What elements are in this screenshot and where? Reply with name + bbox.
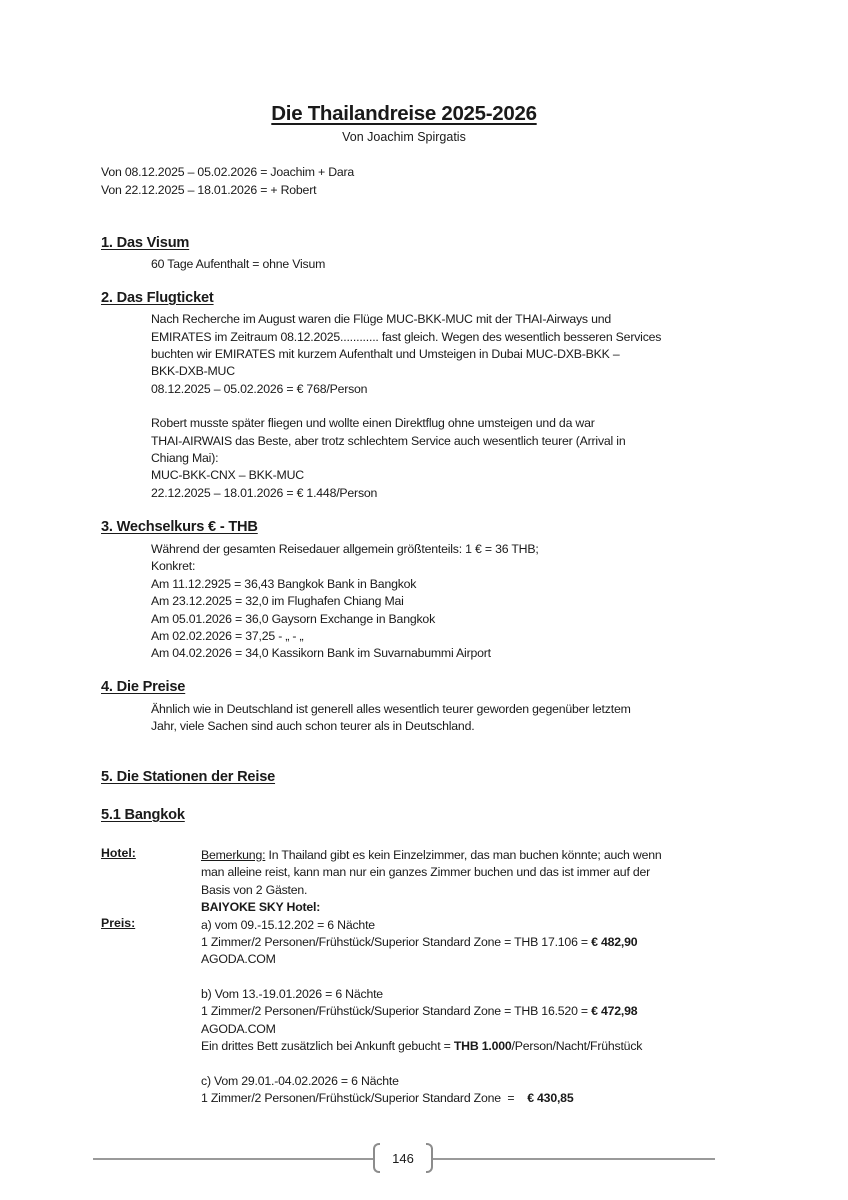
extra-bed-unit: /Person/Nacht/Frühstück <box>511 1039 643 1053</box>
stay-b-extra-bed <box>201 1037 642 1055</box>
flugticket-text: Nach Recherche im August waren die Flüge MUC-BKK-MUC mit der THAI-Airways und <box>151 312 612 326</box>
extra-bed-text: Ein drittes Bett zusätzlich bei Ankunft gebucht = <box>201 1039 454 1053</box>
section-heading-bangkok: 5.1 Bangkok <box>101 807 185 823</box>
right-brace-icon <box>426 1143 433 1173</box>
flugticket-text: THAI-AIRWAIS das Beste, aber trotz schlechtem Service auch wesentlich teurer (Arrival in <box>151 434 626 448</box>
flugticket-text: MUC-BKK-CNX – BKK-MUC <box>151 468 304 482</box>
visum-text: 60 Tage Aufenthalt = ohne Visum <box>151 257 326 271</box>
stay-room-desc: 1 Zimmer/2 Personen/Frühstück/Superior Standard Zone = THB 16.520 = <box>201 1004 592 1018</box>
exchange-rate-row: Am 02.02.2026 = 37,25 - „ - „ <box>151 629 304 643</box>
stay-room-desc: 1 Zimmer/2 Personen/Frühstück/Superior Standard Zone = THB 17.106 = <box>201 935 592 949</box>
flugticket-text: buchten wir EMIRATES mit kurzem Aufenthalt und Umsteigen in Dubai MUC-DXB-BKK – <box>151 347 620 361</box>
stay-b-source: AGODA.COM <box>201 1022 276 1036</box>
stay-a-dates: a) vom 09.-15.12.202 = 6 Nächte <box>201 918 375 932</box>
footer-rule-left <box>93 1158 373 1160</box>
stay-room-desc: 1 Zimmer/2 Personen/Frühstück/Superior Standard Zone = <box>201 1091 528 1105</box>
flugticket-text: BKK-DXB-MUC <box>151 364 235 378</box>
preis-label: Preis: <box>101 916 136 930</box>
section-heading-visum: 1. Das Visum <box>101 235 190 251</box>
remark-text: man alleine reist, kann man nur ein ganzes Zimmer buchen und das ist immer auf der <box>201 865 651 879</box>
page-number: 146 <box>392 1151 414 1166</box>
section-heading-preise: 4. Die Preise <box>101 679 186 695</box>
left-brace-icon <box>373 1143 380 1173</box>
flugticket-text: EMIRATES im Zeitraum 08.12.2025............ fast gleich. Wegen des wesentlich besseren Services <box>151 330 662 344</box>
section-heading-flugticket: 2. Das Flugticket <box>101 290 214 306</box>
remark-text: In Thailand gibt es kein Einzelzimmer, das man buchen könnte; auch wenn <box>265 848 662 862</box>
stay-a-room <box>201 933 637 951</box>
stay-a-source: AGODA.COM <box>201 952 276 966</box>
hotel-remark <box>201 846 662 864</box>
flugticket-price-thai: 22.12.2025 – 18.01.2026 = € 1.448/Person <box>151 486 378 500</box>
extra-bed-price: THB 1.000 <box>453 1039 512 1053</box>
traveler-line: Von 08.12.2025 – 05.02.2026 = Joachim + Dara <box>101 165 355 179</box>
flugticket-price-emirates: 08.12.2025 – 05.02.2026 = € 768/Person <box>151 382 368 396</box>
stay-price: € 482,90 <box>591 935 638 949</box>
flugticket-text: Robert musste später fliegen und wollte einen Direktflug ohne umsteigen und da war <box>151 416 595 430</box>
hotel-label: Hotel: <box>101 846 136 860</box>
remark-text: Basis von 2 Gästen. <box>201 883 308 897</box>
stay-price: € 472,98 <box>591 1004 638 1018</box>
document-title: Die Thailandreise 2025-2026 <box>271 102 537 125</box>
section-heading-stationen: 5. Die Stationen der Reise <box>101 769 276 785</box>
stay-b-dates: b) Vom 13.-19.01.2026 = 6 Nächte <box>201 987 383 1001</box>
document-author: Von Joachim Spirgatis <box>342 130 466 144</box>
traveler-line: Von 22.12.2025 – 18.01.2026 = + Robert <box>101 183 317 197</box>
exchange-rate-row: Am 05.01.2026 = 36,0 Gaysorn Exchange in Bangkok <box>151 612 436 626</box>
flugticket-text: Chiang Mai): <box>151 451 219 465</box>
exchange-rate-row: Am 11.12.2925 = 36,43 Bangkok Bank in Bangkok <box>151 577 417 591</box>
stay-b-room <box>201 1002 637 1020</box>
exchange-rate-row: Am 04.02.2026 = 34,0 Kassikorn Bank im Suvarnabummi Airport <box>151 646 491 660</box>
exchange-rate-row: Am 23.12.2025 = 32,0 im Flughafen Chiang Mai <box>151 594 404 608</box>
wechselkurs-text: Konkret: <box>151 559 196 573</box>
stay-c-room <box>201 1089 573 1107</box>
footer-rule-right <box>433 1158 715 1160</box>
hotel-name: BAIYOKE SKY Hotel: <box>201 900 321 914</box>
preise-text: Ähnlich wie in Deutschland ist generell alles wesentlich teurer geworden gegenüber letztem <box>151 702 631 716</box>
wechselkurs-text: Während der gesamten Reisedauer allgemein größtenteils: 1 € = 36 THB; <box>151 542 539 556</box>
preise-text: Jahr, viele Sachen sind auch schon teurer als in Deutschland. <box>151 719 475 733</box>
stay-price: € 430,85 <box>527 1091 574 1105</box>
stay-c-dates: c) Vom 29.01.-04.02.2026 = 6 Nächte <box>201 1074 399 1088</box>
section-heading-wechselkurs: 3. Wechselkurs € - THB <box>101 519 258 535</box>
remark-label: Bemerkung: <box>201 848 266 862</box>
